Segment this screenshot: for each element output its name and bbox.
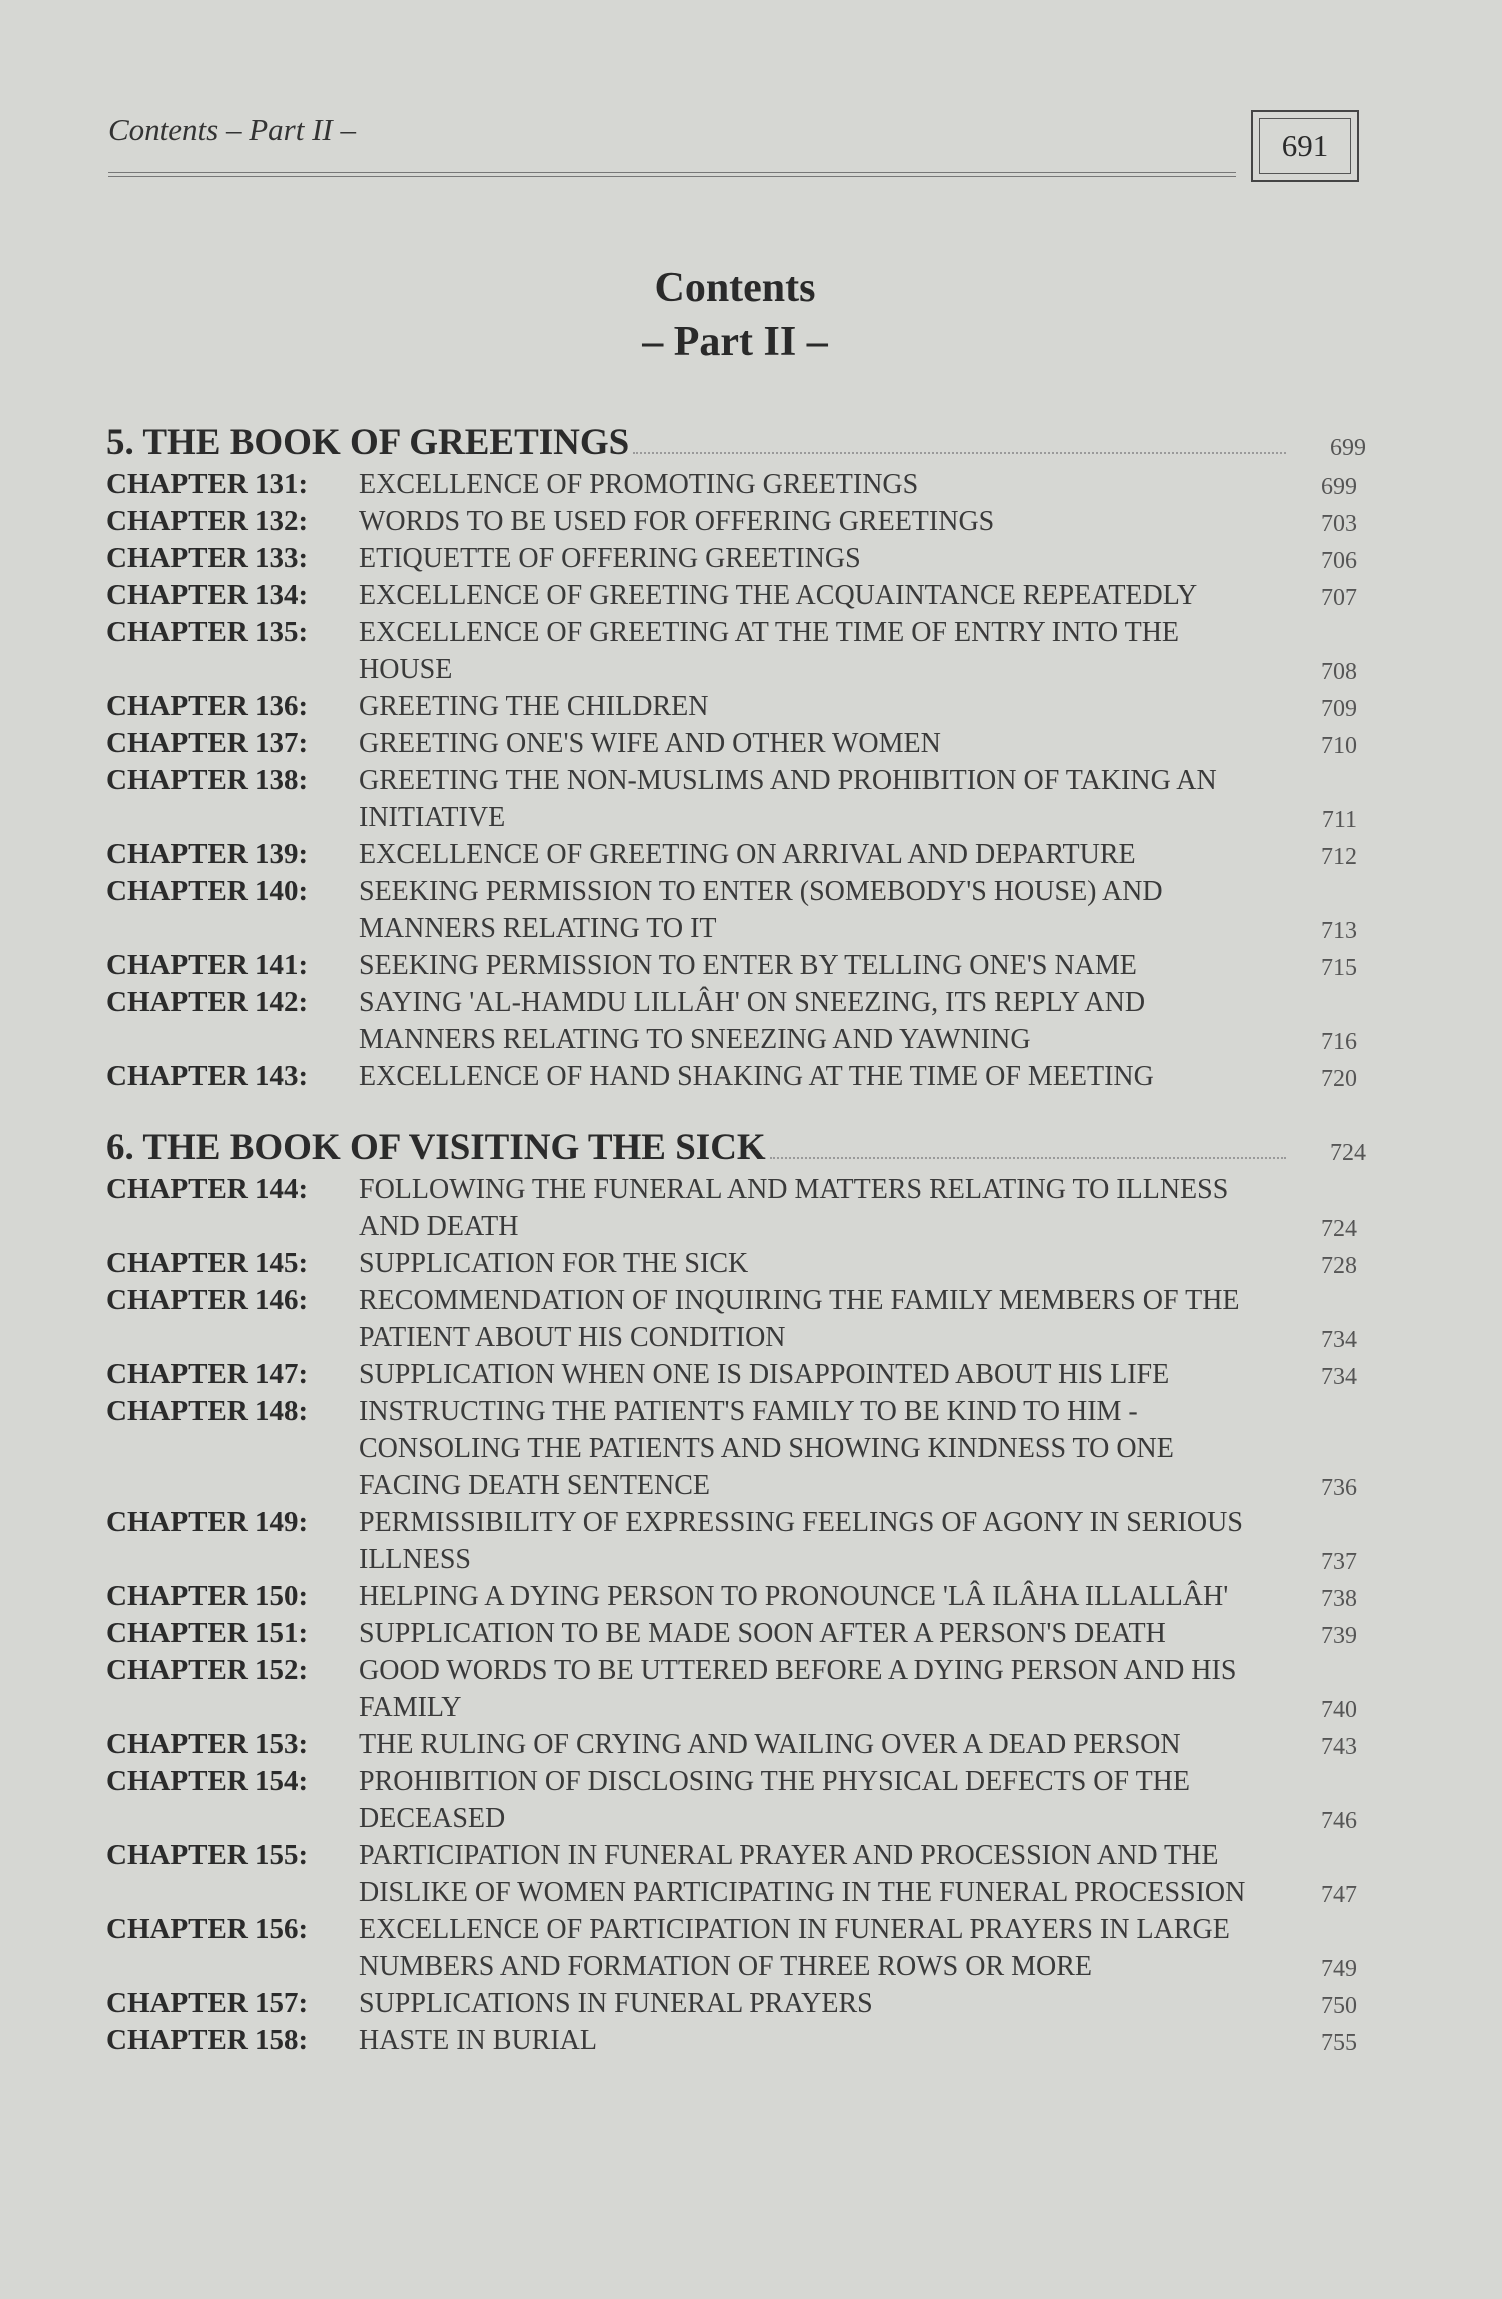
chapter-number: CHAPTER 138: (106, 764, 309, 796)
chapter-row (106, 1652, 1366, 1726)
chapter-page-number: 734 (1321, 1327, 1357, 1353)
chapter-row (106, 1393, 1366, 1504)
chapter-page-number: 749 (1321, 1956, 1357, 1982)
chapter-title: ETIQUETTE OF OFFERING GREETINGS (359, 543, 861, 574)
chapter-title: SUPPLICATION WHEN ONE IS DISAPPOINTED ABOUT HIS LIFE (359, 1359, 1170, 1390)
chapter-number: CHAPTER 137: (106, 727, 309, 759)
chapter-title: THE RULING OF CRYING AND WAILING OVER A DEAD PERSON (359, 1729, 1181, 1760)
chapter-title: RECOMMENDATION OF INQUIRING THE FAMILY MEMBERS OF THE PATIENT ABOUT HIS CONDITION (359, 1285, 1240, 1353)
chapter-page-number: 715 (1321, 955, 1357, 981)
chapter-title: GOOD WORDS TO BE UTTERED BEFORE A DYING PERSON AND HIS FAMILY (359, 1655, 1237, 1723)
book-page-number: 724 (1330, 1140, 1366, 1166)
chapter-row (106, 466, 1366, 503)
chapter-row (106, 1615, 1366, 1652)
chapter-number: CHAPTER 151: (106, 1617, 309, 1649)
book-heading-row (106, 1125, 1366, 1171)
chapter-row (106, 2022, 1366, 2059)
chapter-page-number: 699 (1321, 474, 1357, 500)
chapter-page-number: 750 (1321, 1993, 1357, 2019)
chapter-page-number: 737 (1321, 1549, 1357, 1575)
chapter-row (106, 503, 1366, 540)
chapter-page-number: 740 (1321, 1697, 1357, 1723)
chapter-page-number: 703 (1321, 511, 1357, 537)
chapter-row (106, 1837, 1366, 1911)
chapter-title: PROHIBITION OF DISCLOSING THE PHYSICAL DEFECTS OF THE DECEASED (359, 1766, 1190, 1834)
chapter-page-number: 724 (1321, 1216, 1357, 1242)
page-number-box (1251, 110, 1359, 182)
chapter-number: CHAPTER 131: (106, 468, 309, 500)
running-head: Contents – Part II – (108, 112, 356, 147)
chapter-row (106, 984, 1366, 1058)
chapter-title: GREETING THE CHILDREN (359, 691, 709, 722)
table-of-contents (106, 420, 1366, 2059)
chapter-row (106, 577, 1366, 614)
chapter-row (106, 1504, 1366, 1578)
chapter-number: CHAPTER 144: (106, 1173, 309, 1205)
chapter-title: PARTICIPATION IN FUNERAL PRAYER AND PROCESSION AND THE DISLIKE OF WOMEN PARTICIPATING IN THE FUNERAL PROCESSION (359, 1840, 1246, 1908)
chapter-page-number: 747 (1321, 1882, 1357, 1908)
chapter-title: EXCELLENCE OF GREETING ON ARRIVAL AND DEPARTURE (359, 839, 1136, 870)
chapter-number: CHAPTER 147: (106, 1358, 309, 1390)
chapter-number: CHAPTER 133: (106, 542, 309, 574)
chapter-number: CHAPTER 149: (106, 1506, 309, 1538)
chapter-title: EXCELLENCE OF GREETING THE ACQUAINTANCE REPEATEDLY (359, 580, 1198, 611)
chapter-number: CHAPTER 139: (106, 838, 309, 870)
chapter-page-number: 708 (1321, 659, 1357, 685)
chapter-title: FOLLOWING THE FUNERAL AND MATTERS RELATING TO ILLNESS AND DEATH (359, 1174, 1229, 1242)
chapter-page-number: 738 (1321, 1586, 1357, 1612)
chapter-number: CHAPTER 157: (106, 1987, 309, 2019)
chapter-number: CHAPTER 155: (106, 1839, 309, 1871)
dot-leader (633, 452, 1286, 454)
chapter-number: CHAPTER 145: (106, 1247, 309, 1279)
chapter-row (106, 762, 1366, 836)
chapter-title: SUPPLICATION FOR THE SICK (359, 1248, 749, 1279)
chapter-title: PERMISSIBILITY OF EXPRESSING FEELINGS OF AGONY IN SERIOUS ILLNESS (359, 1507, 1243, 1575)
chapter-page-number: 743 (1321, 1734, 1357, 1760)
header-rule (108, 172, 1236, 177)
chapter-row (106, 873, 1366, 947)
chapter-title: GREETING THE NON-MUSLIMS AND PROHIBITION OF TAKING AN INITIATIVE (359, 765, 1217, 833)
chapter-row (106, 1911, 1366, 1985)
section-gap (106, 1095, 1366, 1125)
chapter-row (106, 1171, 1366, 1245)
chapter-title: WORDS TO BE USED FOR OFFERING GREETINGS (359, 506, 995, 537)
chapter-row (106, 725, 1366, 762)
page-title: Contents (654, 265, 816, 311)
chapter-number: CHAPTER 141: (106, 949, 309, 981)
chapter-title: SEEKING PERMISSION TO ENTER (SOMEBODY'S HOUSE) AND MANNERS RELATING TO IT (359, 876, 1163, 944)
chapter-row (106, 614, 1366, 688)
chapter-row (106, 947, 1366, 984)
dot-leader (770, 1157, 1286, 1159)
chapter-row (106, 1282, 1366, 1356)
chapter-number: CHAPTER 136: (106, 690, 309, 722)
chapter-title: HELPING A DYING PERSON TO PRONOUNCE 'LÂ ILÂHA ILLALLÂH' (359, 1581, 1229, 1612)
chapter-title: EXCELLENCE OF PARTICIPATION IN FUNERAL PRAYERS IN LARGE NUMBERS AND FORMATION OF THREE ROWS OR MORE (359, 1914, 1230, 1982)
chapter-title: HASTE IN BURIAL (359, 2025, 597, 2056)
chapter-row (106, 1245, 1366, 1282)
book-title: 6. THE BOOK OF VISITING THE SICK (106, 1127, 766, 1168)
chapter-row (106, 1726, 1366, 1763)
chapter-page-number: 755 (1321, 2030, 1357, 2056)
chapter-number: CHAPTER 146: (106, 1284, 309, 1316)
chapter-row (106, 540, 1366, 577)
chapter-page-number: 728 (1321, 1253, 1357, 1279)
chapter-number: CHAPTER 150: (106, 1580, 309, 1612)
chapter-row (106, 836, 1366, 873)
chapter-number: CHAPTER 154: (106, 1765, 309, 1797)
chapter-title: EXCELLENCE OF GREETING AT THE TIME OF ENTRY INTO THE HOUSE (359, 617, 1180, 685)
chapter-number: CHAPTER 152: (106, 1654, 309, 1686)
chapter-number: CHAPTER 158: (106, 2024, 309, 2056)
chapter-title: INSTRUCTING THE PATIENT'S FAMILY TO BE KIND TO HIM - CONSOLING THE PATIENTS AND SHOWING KINDNESS TO ONE FACING DEATH SENTENCE (359, 1396, 1174, 1501)
book-page-number: 699 (1330, 435, 1366, 461)
chapter-page-number: 720 (1321, 1066, 1357, 1092)
chapter-row (106, 688, 1366, 725)
chapter-number: CHAPTER 142: (106, 986, 309, 1018)
chapter-row (106, 1985, 1366, 2022)
chapter-title: EXCELLENCE OF PROMOTING GREETINGS (359, 469, 919, 500)
chapter-page-number: 746 (1321, 1808, 1357, 1834)
chapter-number: CHAPTER 153: (106, 1728, 309, 1760)
book-heading-row (106, 420, 1366, 466)
page-subtitle: – Part II – (642, 319, 828, 365)
chapter-page-number: 712 (1321, 844, 1357, 870)
chapter-page-number: 707 (1321, 585, 1357, 611)
chapter-number: CHAPTER 140: (106, 875, 309, 907)
chapter-number: CHAPTER 156: (106, 1913, 309, 1945)
chapter-row (106, 1763, 1366, 1837)
chapter-number: CHAPTER 143: (106, 1060, 309, 1092)
chapter-title: EXCELLENCE OF HAND SHAKING AT THE TIME OF MEETING (359, 1061, 1154, 1092)
chapter-page-number: 706 (1321, 548, 1357, 574)
chapter-number: CHAPTER 135: (106, 616, 309, 648)
chapter-page-number: 713 (1321, 918, 1357, 944)
chapter-page-number: 710 (1321, 733, 1357, 759)
chapter-number: CHAPTER 132: (106, 505, 309, 537)
chapter-page-number: 736 (1321, 1475, 1357, 1501)
chapter-title: SUPPLICATIONS IN FUNERAL PRAYERS (359, 1988, 873, 2019)
chapter-number: CHAPTER 148: (106, 1395, 309, 1427)
chapter-page-number: 739 (1321, 1623, 1357, 1649)
chapter-page-number: 734 (1321, 1364, 1357, 1390)
chapter-row (106, 1058, 1366, 1095)
chapter-page-number: 711 (1321, 807, 1357, 833)
chapter-title: SAYING 'AL-HAMDU LILLÂH' ON SNEEZING, ITS REPLY AND MANNERS RELATING TO SNEEZING AND YAWNING (359, 987, 1146, 1055)
chapter-row (106, 1356, 1366, 1393)
book-title: 5. THE BOOK OF GREETINGS (106, 422, 630, 463)
chapter-row (106, 1578, 1366, 1615)
chapter-title: SEEKING PERMISSION TO ENTER BY TELLING ONE'S NAME (359, 950, 1137, 981)
chapter-title: GREETING ONE'S WIFE AND OTHER WOMEN (359, 728, 941, 759)
chapter-page-number: 716 (1321, 1029, 1357, 1055)
chapter-title: SUPPLICATION TO BE MADE SOON AFTER A PERSON'S DEATH (359, 1618, 1166, 1649)
chapter-page-number: 709 (1321, 696, 1357, 722)
chapter-number: CHAPTER 134: (106, 579, 309, 611)
page-number: 691 (1259, 118, 1351, 174)
